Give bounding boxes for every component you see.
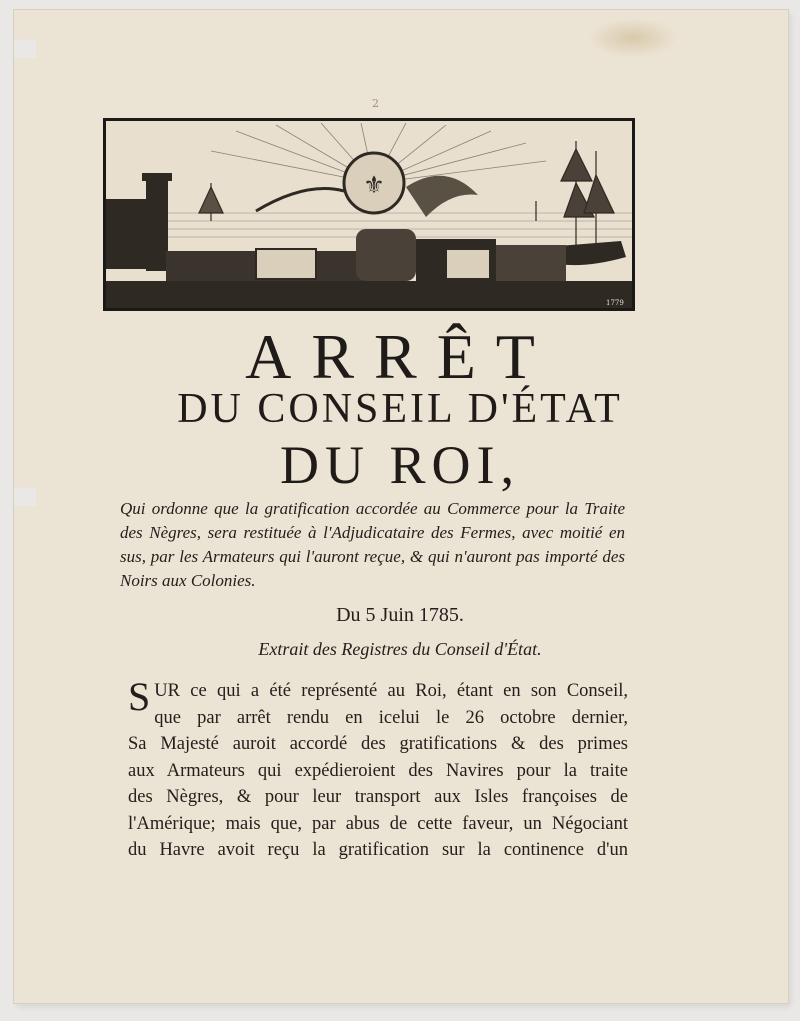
register-extract-heading: Extrait des Registres du Conseil d'État. (258, 639, 542, 659)
page-number: 2 (372, 97, 379, 110)
decree-summary: Qui ordonne que la gratification accordée au Commerce pour la Traite des Nègres, sera restituée à l'Adjudicataire des Fermes, avec moitié en sus, par les Armateurs qui l'auront reçue, & qui n'auront pas importé des Noirs aux Colonies. (120, 499, 625, 590)
binding-edge (14, 40, 36, 58)
body-line: du Havre avoit reçu la gratification sur la continence d'un (128, 840, 628, 860)
document-title: ARRÊT (245, 321, 555, 392)
body-line: Sa Majesté auroit accordé des gratifications & des primes (128, 734, 628, 754)
body-line: aux Armateurs qui expédieroient des Navires pour la traite (128, 760, 628, 781)
paper-stain (588, 18, 678, 58)
body-line: UR ce qui a été représenté au Roi, étant en son Conseil, (154, 681, 628, 701)
drop-cap: S (128, 674, 151, 719)
engraved-vignette (103, 118, 635, 311)
harbor-scene-illustration (106, 121, 632, 308)
vignette-year: 1779 (606, 299, 624, 307)
body-line: que par arrêt rendu en icelui le 26 octobre dernier, (154, 707, 628, 728)
document-subtitle-council: DU CONSEIL D'ÉTAT (177, 386, 623, 432)
document-subtitle-king: DU ROI, (280, 435, 520, 495)
decree-body (128, 674, 628, 864)
body-line: l'Amérique; mais que, par abus de cette faveur, un Négociant (128, 813, 628, 834)
svg-text:⚜: ⚜ (363, 171, 385, 199)
body-line: des Nègres, & pour leur transport aux Isles françoises de (128, 787, 628, 807)
decree-date: Du 5 Juin 1785. (336, 604, 464, 626)
